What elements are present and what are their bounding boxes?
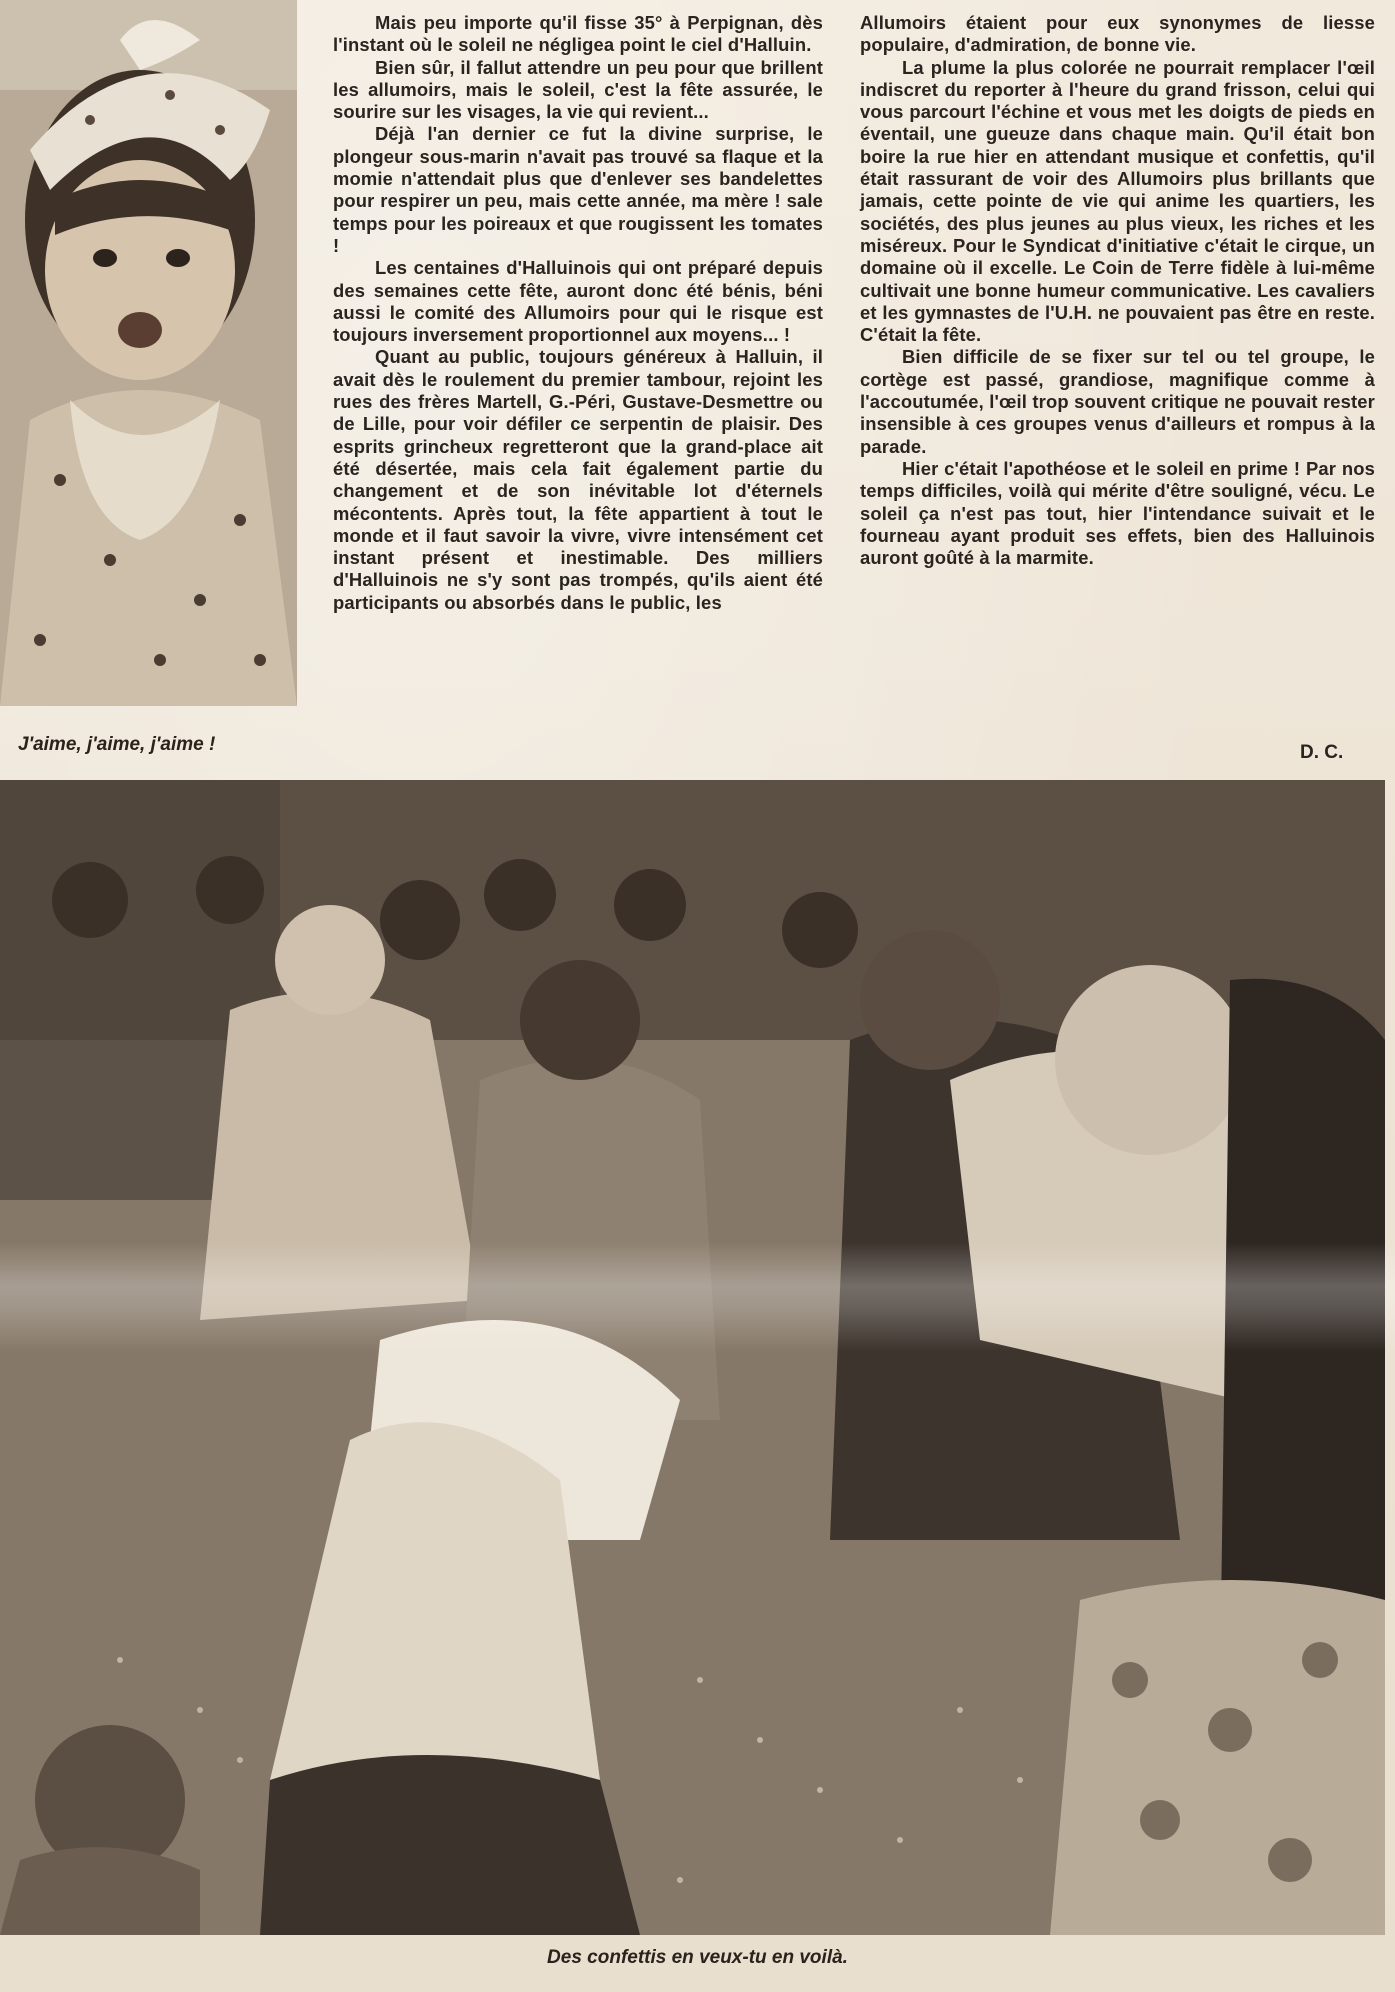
photo-crowd-confetti: [0, 780, 1385, 1935]
paragraph: Quant au public, toujours généreux à Halluin, il avait dès le roulement du premier tambour, rejoint les rues des frères Martell, G.-Péri, Gustave-Desmettre ou de Lille, pour voir défiler ce serpentin de plaisir. Des esprits grincheux regretteront que la grand-place ait été désertée, mais cela fait également partie du changement et de son inévitable lot d'éternels mécontents. Après tout, la fête appartient à tout le monde et il faut savoir la vivre, vivre intensément cet instant présent et inestimable. Des milliers d'Halluinois ne s'y sont pas trompés, qu'ils aient été participants ou absorbés dans le public, les: [333, 346, 823, 613]
caption-bottom-photo: Des confettis en veux-tu en voilà.: [547, 1947, 848, 1968]
caption-top-photo: J'aime, j'aime, j'aime !: [18, 734, 216, 755]
photo-girl-illustration: [0, 0, 297, 706]
paragraph-continued: Allumoirs étaient pour eux synonymes de liesse populaire, d'admiration, de bonne vie.: [860, 12, 1375, 56]
paragraph: Hier c'était l'apothéose et le soleil en prime ! Par nos temps difficiles, voilà qui mérite d'être souligné, vécu. Le soleil ça n'est pas tout, hier l'intendance suivait et le fourneau ayant produit ses effets, bien des Halluinois auront goûté à la marmite.: [860, 457, 1375, 569]
author-signature: D. C.: [1300, 742, 1344, 763]
paragraph: Bien difficile de se fixer sur tel ou tel groupe, le cortège est passé, grandiose, magnifique comme à l'accoutumée, l'œil trop souvent critique ne pouvait rester insensible à ces groupes venus d'ailleurs et rompus à la parade.: [860, 346, 1375, 457]
paragraph: Déjà l'an dernier ce fut la divine surprise, le plongeur sous-marin n'avait pas trouvé sa flaque et la momie n'attendait plus que d'enlever ses bandelettes pour respirer un peu, mais cette année, ma mère ! sale temps pour les poireaux et que rougissent les tomates !: [333, 123, 823, 256]
paragraph: Mais peu importe qu'il fisse 35° à Perpignan, dès l'instant où le soleil ne négligea point le ciel d'Halluin.: [333, 12, 823, 56]
paragraph: Bien sûr, il fallut attendre un peu pour que brillent les allumoirs, mais le soleil, c'est la fête assurée, le sourire sur les visages, la vie qui revient...: [333, 56, 823, 123]
photo-crowd-illustration: [0, 780, 1385, 1935]
photo-girl-headscarf: [0, 0, 297, 706]
article-column-1: [333, 12, 823, 614]
paragraph: Les centaines d'Halluinois qui ont préparé depuis des semaines cette fête, auront donc été bénis, béni aussi le comité des Allumoirs pour qui le risque est toujours inversement proportionnel aux moyens... !: [333, 257, 823, 346]
article-column-2: [860, 12, 1375, 569]
paragraph: La plume la plus colorée ne pourrait remplacer l'œil indiscret du reporter à l'heure du grand frisson, celui qui vous parcourt l'échine et vous met les doigts de pieds en éventail, une gueuze dans chaque main. Qu'il était bon boire la rue hier en attendant musique et confettis, qu'il était rassurant de voir des Allumoirs plus brillants que jamais, cette pointe de vie qui anime les quartiers, les sociétés, des plus jeunes au plus vieux, les riches et les miséreux. Pour le Syndicat d'initiative c'était le cirque, un domaine où il excelle. Le Coin de Terre fidèle à lui-même cultivait une bonne humeur communicative. Les cavaliers et les gymnastes de l'U.H. ne pouvaient pas être en reste. C'était la fête.: [860, 56, 1375, 346]
